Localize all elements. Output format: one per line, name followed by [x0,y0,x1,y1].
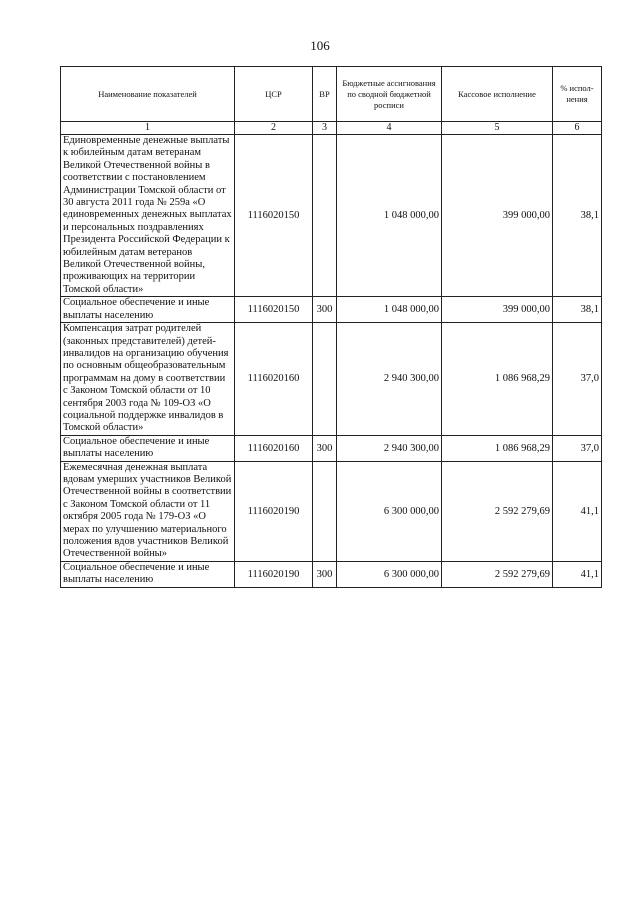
header-name: Наименование показателей [61,67,235,122]
row-cash: 2 592 279,69 [442,561,553,587]
table-header-row [61,67,602,122]
row-csr: 1116020190 [235,561,313,587]
row-csr: 1116020160 [235,435,313,461]
row-budget: 2 940 300,00 [337,323,442,436]
row-budget: 1 048 000,00 [337,135,442,297]
row-pct: 41,1 [553,561,602,587]
row-cash: 399 000,00 [442,135,553,297]
page-number: 106 [310,38,330,53]
header-csr: ЦСР [235,67,313,122]
column-number: 6 [553,122,602,135]
row-pct: 38,1 [553,297,602,323]
row-cash: 1 086 968,29 [442,323,553,436]
row-pct: 38,1 [553,135,602,297]
row-budget: 6 300 000,00 [337,461,442,561]
column-number: 3 [313,122,337,135]
row-pct: 37,0 [553,323,602,436]
row-pct: 41,1 [553,461,602,561]
column-number: 2 [235,122,313,135]
budget-execution-table [60,66,602,588]
row-csr: 1116020190 [235,461,313,561]
column-number: 5 [442,122,553,135]
row-name: Социальное обеспечение и иные выплаты населению [61,435,235,461]
row-name: Единовременные денежные выплаты к юбилейным датам ветеранам Великой Отечественной войны в соответствии с постановлением Администрации Томской области от 30 августа 2011 года № 259а «О единовременных денежных выплатах и персональных поздравлениях Президента Российской Федерации к юбилейным датам ветеранов Великой Отечественной войны, проживающих на территории Томской области» [61,135,235,297]
row-cash: 1 086 968,29 [442,435,553,461]
row-vr [313,323,337,436]
row-cash: 2 592 279,69 [442,461,553,561]
row-vr [313,461,337,561]
header-budget: Бюджетные ассигнования по сводной бюджетной росписи [337,67,442,122]
column-number-row [61,122,602,135]
row-vr [313,135,337,297]
header-cash: Кассовое исполнение [442,67,553,122]
row-csr: 1116020150 [235,297,313,323]
table-row [61,435,602,461]
row-cash: 399 000,00 [442,297,553,323]
row-budget: 1 048 000,00 [337,297,442,323]
row-vr: 300 [313,435,337,461]
row-name: Социальное обеспечение и иные выплаты населению [61,297,235,323]
row-name: Социальное обеспечение и иные выплаты населению [61,561,235,587]
row-vr: 300 [313,297,337,323]
row-name: Компенсация затрат родителей (законных представителей) детей-инвалидов на организацию обучения по основным общеобразовательным программам на дому в соответствии с Законом Томской области от 10 сентября 2003 года № 109-ОЗ «О социальной поддержке инвалидов в Томской области» [61,323,235,436]
column-number: 4 [337,122,442,135]
row-vr: 300 [313,561,337,587]
row-budget: 2 940 300,00 [337,435,442,461]
table-row [61,135,602,297]
row-budget: 6 300 000,00 [337,561,442,587]
table-row [61,461,602,561]
table-row [61,561,602,587]
header-pct: % испол-нения [553,67,602,122]
column-number: 1 [61,122,235,135]
header-vr: ВР [313,67,337,122]
table-row [61,323,602,436]
row-csr: 1116020160 [235,323,313,436]
row-pct: 37,0 [553,435,602,461]
row-csr: 1116020150 [235,135,313,297]
table-row [61,297,602,323]
row-name: Ежемесячная денежная выплата вдовам умерших участников Великой Отечественной войны в соответствии с Законом Томской области от 11 октября 2005 года № 179-ОЗ «О мерах по улучшению материального положения вдов участников Великой Отечественной войны» [61,461,235,561]
